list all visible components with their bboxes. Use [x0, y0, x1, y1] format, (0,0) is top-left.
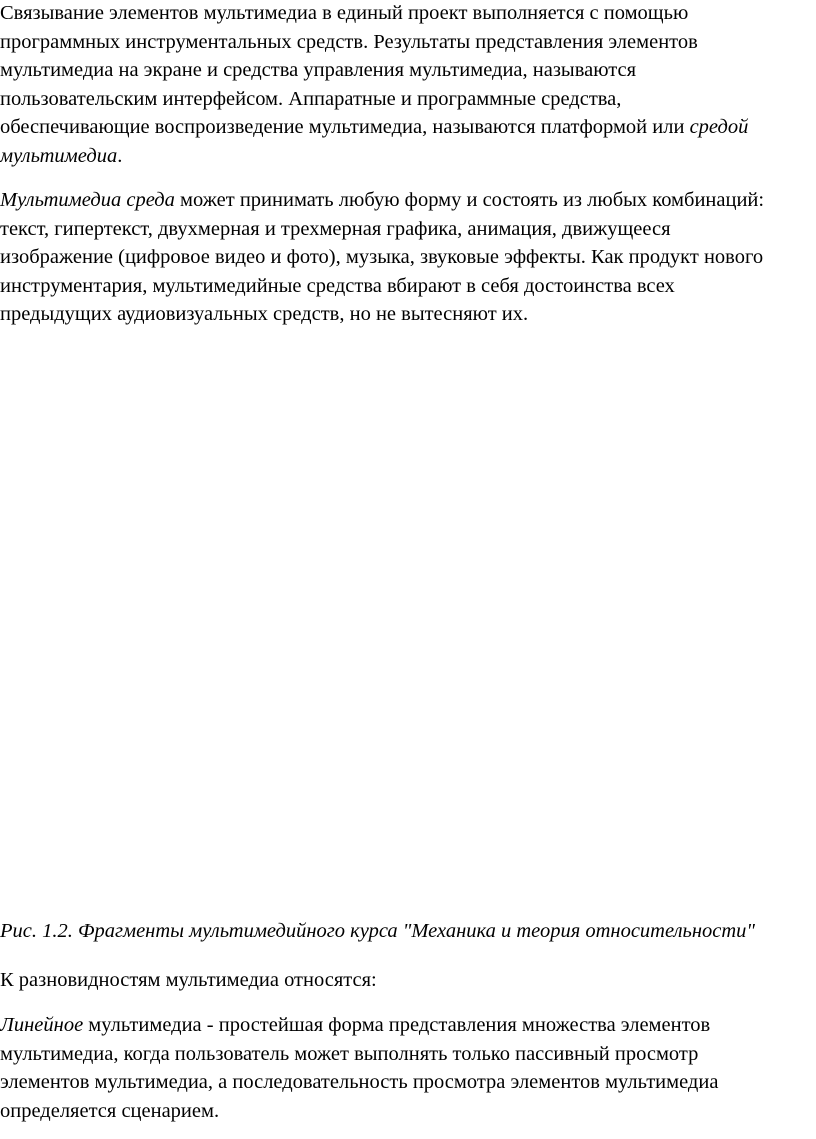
- text-line: программных инструментальных средств. Результаты представления элементов: [0, 30, 698, 53]
- paragraph-multimedia-types-intro: [0, 966, 812, 995]
- emphasis-term: средой: [689, 116, 749, 139]
- text-line: [0, 1011, 812, 1040]
- text-line: мультимедиа на экране и средства управления мультимедиа, называются: [0, 59, 637, 82]
- text-line: пользовательским интерфейсом. Аппаратные и программные средства,: [0, 87, 622, 110]
- text-run: может принимать любую форму и состоять из любых комбинаций:: [174, 189, 765, 211]
- paragraph-multimedia-environment: [0, 186, 812, 329]
- figure-caption: [0, 917, 812, 946]
- emphasis-term: Мультимедиа среда: [0, 189, 175, 211]
- text-line: Связывание элементов мультимедиа в единый проект выполняется с помощью: [0, 2, 689, 24]
- text-run: мультимедиа - простейшая форма представления множества элементов: [83, 1014, 711, 1036]
- text-line: [0, 113, 812, 142]
- text-line: [0, 142, 812, 171]
- paragraph-multimedia-integration: [0, 0, 812, 171]
- emphasis-term: Линейное: [0, 1014, 84, 1036]
- text-line: определяется сценарием.: [0, 1099, 220, 1122]
- text-line: инструментария, мультимедийные средства вбирают в себя достоинства всех: [0, 274, 675, 297]
- emphasis-term: мультимедиа: [0, 144, 118, 167]
- text-line: элементов мультимедиа, а последовательность просмотра элементов мультимедиа: [0, 1071, 719, 1094]
- text-line: мультимедиа, когда пользователь может выполнять только пассивный просмотр: [0, 1042, 699, 1065]
- figure-placeholder: [0, 356, 812, 906]
- text-run: обеспечивающие воспроизведение мультимедиа, называются платформой или: [0, 116, 690, 139]
- paragraph-linear-multimedia: [0, 1011, 812, 1125]
- text-line: [0, 186, 812, 215]
- text-line: К разновидностям мультимедиа относятся:: [0, 969, 377, 991]
- text-line: текст, гипертекст, двухмерная и трехмерная графика, анимация, движущееся: [0, 217, 671, 240]
- caption-text: Рис. 1.2. Фрагменты мультимедийного курса "Механика и теория относительности": [0, 920, 756, 942]
- text-run: .: [117, 144, 123, 167]
- text-line: предыдущих аудиовизуальных средств, но не вытесняют их.: [0, 303, 529, 326]
- text-line: изображение (цифровое видео и фото), музыка, звуковые эффекты. Как продукт нового: [0, 246, 764, 269]
